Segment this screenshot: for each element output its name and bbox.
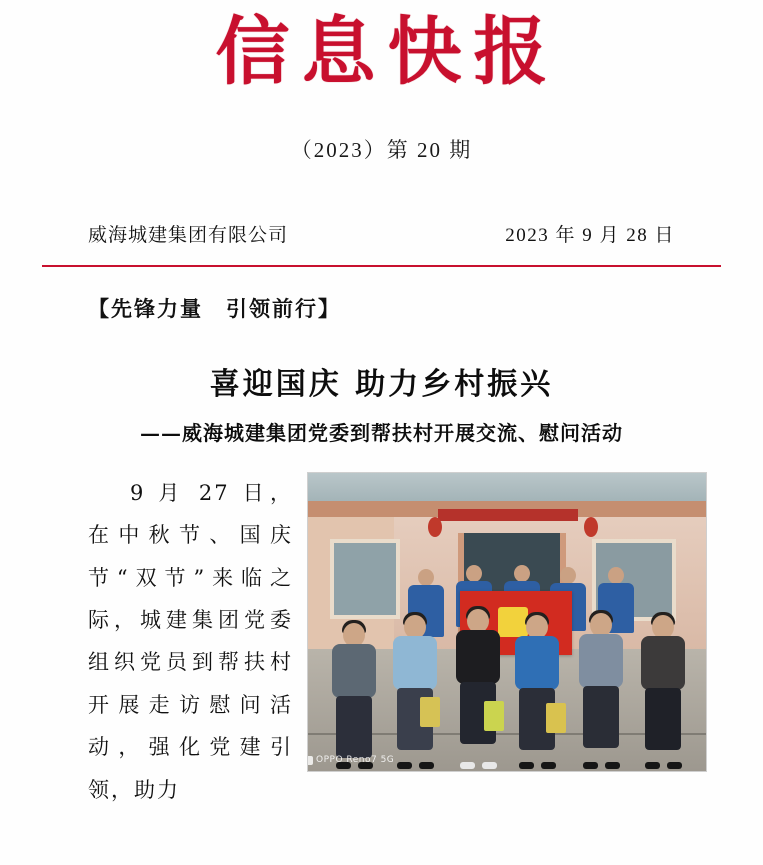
photo-person-torso [641, 636, 685, 690]
photo-person-torso [393, 636, 437, 690]
photo-gift-bag [420, 697, 440, 727]
photo-person-shoe [645, 762, 660, 769]
photo-person-torso [456, 630, 500, 684]
photo-person-shoe [397, 762, 412, 769]
issue-number: （2023）第 20 期 [290, 137, 473, 162]
photo-person-torso [332, 644, 376, 698]
article-headline: 喜迎国庆 助力乡村振兴 [209, 366, 554, 402]
photo-person-head [514, 565, 530, 582]
photo-window-left [330, 539, 400, 619]
photo-person-head [466, 565, 482, 582]
photo-person-shoe [541, 762, 556, 769]
photo-front-person [634, 615, 692, 765]
photo-person-legs [583, 686, 619, 748]
photo-front-person [386, 615, 444, 765]
publication-date: 2023 年 9 月 28 日 [505, 224, 675, 246]
article-subheadline: ——威海城建集团党委到帮扶村开展交流、慰问活动 [140, 420, 623, 445]
photo-front-person [326, 623, 382, 765]
photo-front-person [508, 615, 566, 765]
publisher-row [0, 220, 763, 247]
masthead [0, 0, 763, 95]
photo-person-shoe [605, 762, 620, 769]
camera-brand-icon [307, 756, 313, 765]
photo-person-torso [579, 634, 623, 688]
photo-gift-bag [484, 701, 504, 731]
column-heading: 【先锋力量 引领前行】 [88, 295, 341, 321]
photo-lantern-right [584, 517, 598, 537]
photo-person-shoe [460, 762, 475, 769]
photo-person-torso [515, 636, 559, 690]
photo-gift-bag [546, 703, 566, 733]
photo-person-legs [645, 688, 681, 750]
photo-person-shoe [667, 762, 682, 769]
organization-name: 威海城建集团有限公司 [88, 223, 289, 246]
photo-person-shoe [583, 762, 598, 769]
photo-person-head [560, 567, 576, 584]
photo-watermark [316, 755, 394, 765]
photo-person-head [608, 567, 624, 584]
photo-lantern-left [428, 517, 442, 537]
photo-person-legs [336, 696, 372, 758]
photo-person-shoe [419, 762, 434, 769]
red-divider-rule [42, 265, 721, 267]
photo-person-head [418, 569, 434, 586]
photo-watermark-text: OPPO Reno7 5G [316, 754, 395, 765]
article-photo [307, 472, 707, 772]
article-body-text [88, 472, 293, 811]
photo-front-person [572, 613, 630, 765]
photo-person-shoe [482, 762, 497, 769]
photo-red-banner [438, 509, 578, 521]
photo-front-person [448, 609, 508, 765]
photo-person-shoe [519, 762, 534, 769]
masthead-title: 信息快报 [215, 9, 560, 95]
article-body-area [0, 472, 763, 811]
article-paragraph: 9 月 27 日，在中秋节、国庆节“双节”来临之际，城建集团党委组织党员到帮扶村开展走访慰问活动，强化党建引领，助力 [88, 480, 293, 802]
